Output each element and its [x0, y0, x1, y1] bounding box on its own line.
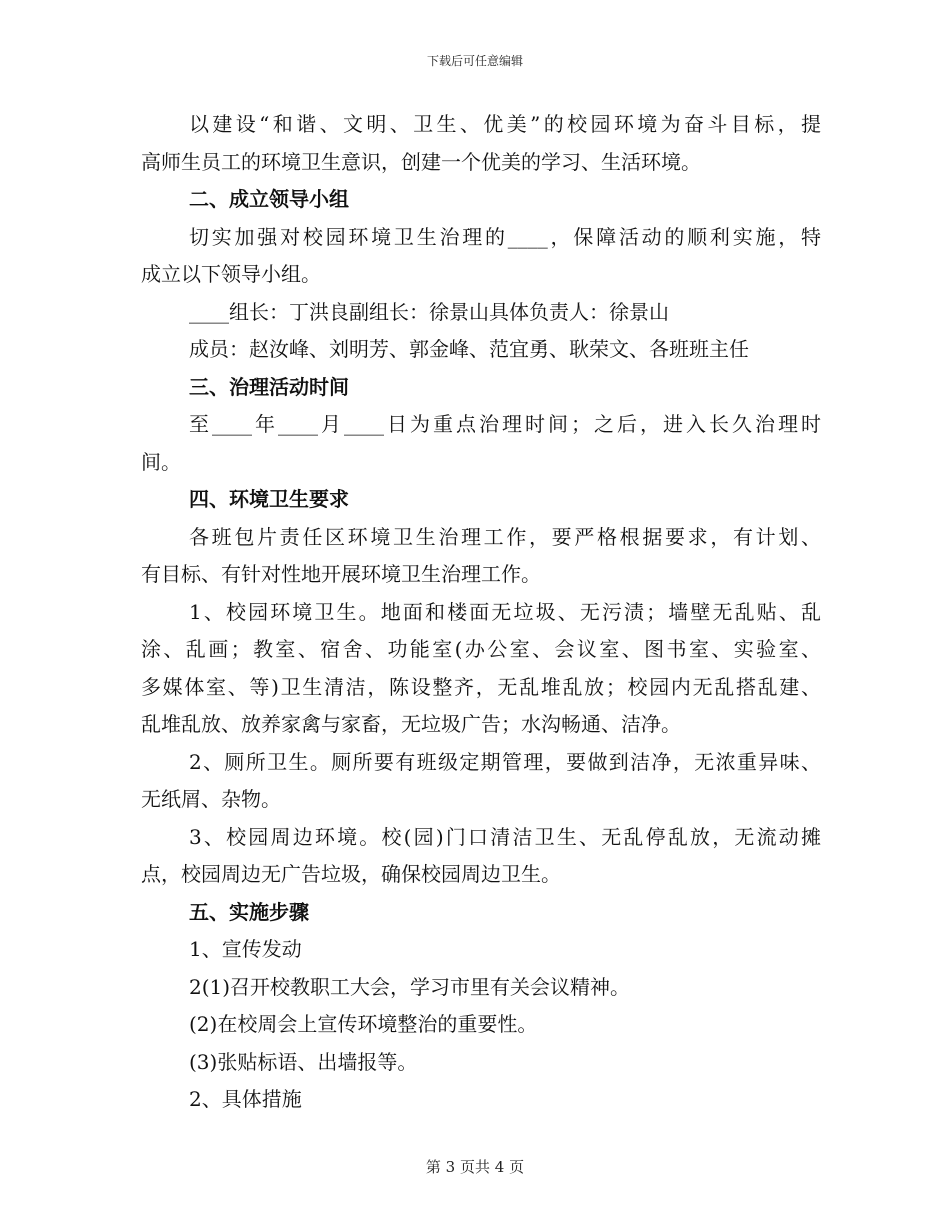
paragraph-line: (3)张贴标语、出墙报等。: [189, 1049, 418, 1074]
section-heading: 三、治理活动时间: [189, 374, 349, 399]
paragraph-line: 3、校园周边环境。校(园)门口清洁卫生、无乱停乱放，无流动摊: [189, 824, 821, 849]
paragraph-line: 2(1)召开校教职工大会，学习市里有关会议精神。: [189, 974, 631, 999]
section-heading: 四、环境卫生要求: [189, 487, 349, 511]
paragraph-line: 点，校园周边无广告垃圾，确保校园周边卫生。: [141, 862, 561, 886]
paragraph-line: (2)在校周会上宣传环境整治的重要性。: [189, 1012, 538, 1036]
paragraph-line: 2、厕所卫生。厕所要有班级定期管理，要做到洁净，无浓重异味、: [189, 749, 821, 774]
paragraph-line: 成员：赵汝峰、刘明芳、郭金峰、范宜勇、耿荣文、各班班主任: [189, 337, 749, 361]
paragraph-line: 多媒体室、等)卫生清洁，陈设整齐，无乱堆乱放；校园内无乱搭乱建、: [141, 674, 821, 699]
paragraph-line: 无纸屑、杂物。: [141, 787, 281, 811]
paragraph-line: ____组长：丁洪良副组长：徐景山具体负责人：徐景山: [189, 299, 669, 324]
document-body: [141, 106, 821, 1119]
section-heading: 二、成立领导小组: [189, 187, 349, 211]
paragraph-line: 至____年____月____日为重点治理时间；之后，进入长久治理时: [189, 412, 821, 436]
page-header: 下载后可任意编辑: [426, 54, 523, 68]
paragraph-line: 有目标、有针对性地开展环境卫生治理工作。: [141, 562, 541, 586]
section-heading: 五、实施步骤: [189, 899, 309, 924]
paragraph-line: 2、具体措施: [189, 1087, 302, 1111]
paragraph-line: 切实加强对校园环境卫生治理的____，保障活动的顺利实施，特: [189, 224, 821, 249]
page-footer: 第 3 页共 4 页: [425, 1158, 525, 1176]
paragraph-line: 涂、乱画；教室、宿舍、功能室(办公室、会议室、图书室、实验室、: [141, 637, 821, 661]
paragraph-line: 1、宣传发动: [189, 937, 302, 961]
paragraph-line: 各班包片责任区环境卫生治理工作，要严格根据要求，有计划、: [189, 524, 821, 549]
paragraph-line: 以建设“和谐、文明、卫生、优美”的校园环境为奋斗目标，提: [189, 112, 821, 136]
paragraph-line: 1、校园环境卫生。地面和楼面无垃圾、无污渍；墙壁无乱贴、乱: [189, 599, 821, 624]
paragraph-line: 乱堆乱放、放养家禽与家畜，无垃圾广告；水沟畅通、洁净。: [141, 712, 681, 736]
paragraph-line: 成立以下领导小组。: [141, 262, 321, 286]
paragraph-line: 高师生员工的环境卫生意识，创建一个优美的学习、生活环境。: [141, 149, 701, 174]
paragraph-line: 间。: [141, 449, 181, 474]
